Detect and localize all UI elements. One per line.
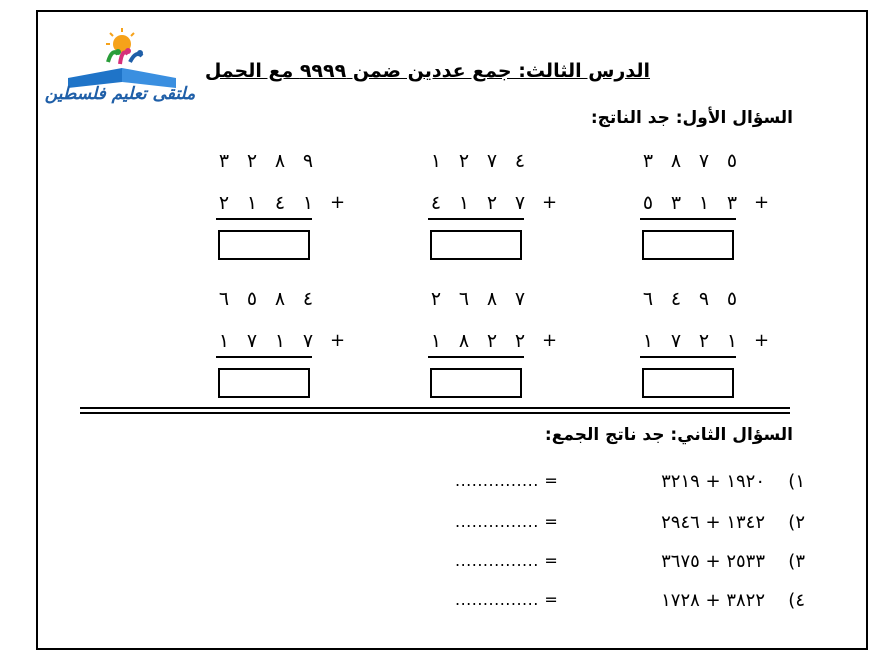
- exercise-row: [661, 471, 805, 492]
- underline: [428, 218, 524, 220]
- digit: ٨: [274, 288, 286, 310]
- digit: ٤: [514, 150, 526, 172]
- exercise-expression: ١٣٤٢ + ٢٩٤٦: [661, 512, 765, 533]
- digit: ٩: [698, 288, 710, 310]
- digit: ٢: [486, 192, 498, 214]
- answer-blank[interactable]: = ...............: [455, 471, 559, 490]
- digit: ٢: [486, 330, 498, 352]
- digit: ٥: [642, 192, 654, 214]
- digit: ٧: [514, 192, 526, 214]
- plus-sign: +: [542, 192, 558, 213]
- answer-blank[interactable]: = ...............: [455, 590, 559, 609]
- plus-sign: +: [754, 330, 770, 351]
- digit: ١: [246, 192, 258, 214]
- digit: ٣: [670, 192, 682, 214]
- exercise-row: [661, 512, 805, 533]
- exercise-row: [661, 590, 805, 611]
- underline: [216, 356, 312, 358]
- digit: ٢: [698, 330, 710, 352]
- answer-box[interactable]: [218, 368, 310, 398]
- logo-text: ملتقى تعليم فلسطين: [44, 84, 196, 104]
- digit: ٥: [726, 150, 738, 172]
- digit: ٦: [218, 288, 230, 310]
- answer-blank[interactable]: = ...............: [455, 551, 559, 570]
- separator-line: [80, 407, 790, 409]
- digit: ٦: [642, 288, 654, 310]
- digit: ٢: [430, 288, 442, 310]
- digit: ١: [726, 330, 738, 352]
- digit: ٥: [246, 288, 258, 310]
- exercise-number: ٤): [788, 590, 805, 611]
- digit: ١: [458, 192, 470, 214]
- digit: ٧: [246, 330, 258, 352]
- exercise-number: ٢): [788, 512, 805, 533]
- digit: ٨: [458, 330, 470, 352]
- digit: ٤: [302, 288, 314, 310]
- digit: ٢: [458, 150, 470, 172]
- digit: ٣: [642, 150, 654, 172]
- digit: ٧: [302, 330, 314, 352]
- digit: ١: [218, 330, 230, 352]
- digit: ١: [642, 330, 654, 352]
- underline: [640, 218, 736, 220]
- digit: ٨: [670, 150, 682, 172]
- people-icon: [108, 48, 143, 64]
- answer-box[interactable]: [430, 230, 522, 260]
- digit: ١: [430, 150, 442, 172]
- underline: [216, 218, 312, 220]
- answer-blank[interactable]: = ...............: [455, 512, 559, 531]
- lesson-title: الدرس الثالث: جمع عددين ضمن ٩٩٩٩ مع الحمل: [204, 60, 650, 82]
- exercise-expression: ٣٨٢٢ + ١٧٢٨: [661, 590, 765, 611]
- question-2-label: السؤال الثاني: جد ناتج الجمع:: [544, 425, 793, 445]
- answer-box[interactable]: [218, 230, 310, 260]
- digit: ٣: [726, 192, 738, 214]
- digit: ٧: [486, 150, 498, 172]
- digit: ٧: [670, 330, 682, 352]
- separator-line: [80, 412, 790, 414]
- exercise-row: [661, 551, 805, 572]
- digit: ١: [698, 192, 710, 214]
- underline: [640, 356, 736, 358]
- underline: [428, 356, 524, 358]
- digit: ٥: [726, 288, 738, 310]
- digit: ٨: [486, 288, 498, 310]
- digit: ٦: [458, 288, 470, 310]
- answer-box[interactable]: [642, 368, 734, 398]
- digit: ٩: [302, 150, 314, 172]
- digit: ٤: [274, 192, 286, 214]
- plus-sign: +: [754, 192, 770, 213]
- digit: ٣: [218, 150, 230, 172]
- answer-box[interactable]: [642, 230, 734, 260]
- exercise-number: ٣): [788, 551, 805, 572]
- digit: ١: [430, 330, 442, 352]
- answer-box[interactable]: [430, 368, 522, 398]
- exercise-expression: ٢٥٣٣ + ٣٦٧٥: [661, 551, 765, 572]
- digit: ١: [274, 330, 286, 352]
- digit: ٧: [698, 150, 710, 172]
- exercise-expression: ١٩٢٠ + ٣٢١٩: [661, 471, 765, 492]
- digit: ٢: [514, 330, 526, 352]
- digit: ٢: [246, 150, 258, 172]
- digit: ٤: [670, 288, 682, 310]
- digit: ٢: [218, 192, 230, 214]
- plus-sign: +: [330, 330, 346, 351]
- question-1-label: السؤال الأول: جد الناتج:: [590, 108, 793, 128]
- plus-sign: +: [330, 192, 346, 213]
- plus-sign: +: [542, 330, 558, 351]
- exercise-number: ١): [788, 471, 805, 492]
- digit: ٤: [430, 192, 442, 214]
- digit: ٨: [274, 150, 286, 172]
- digit: ٧: [514, 288, 526, 310]
- digit: ١: [302, 192, 314, 214]
